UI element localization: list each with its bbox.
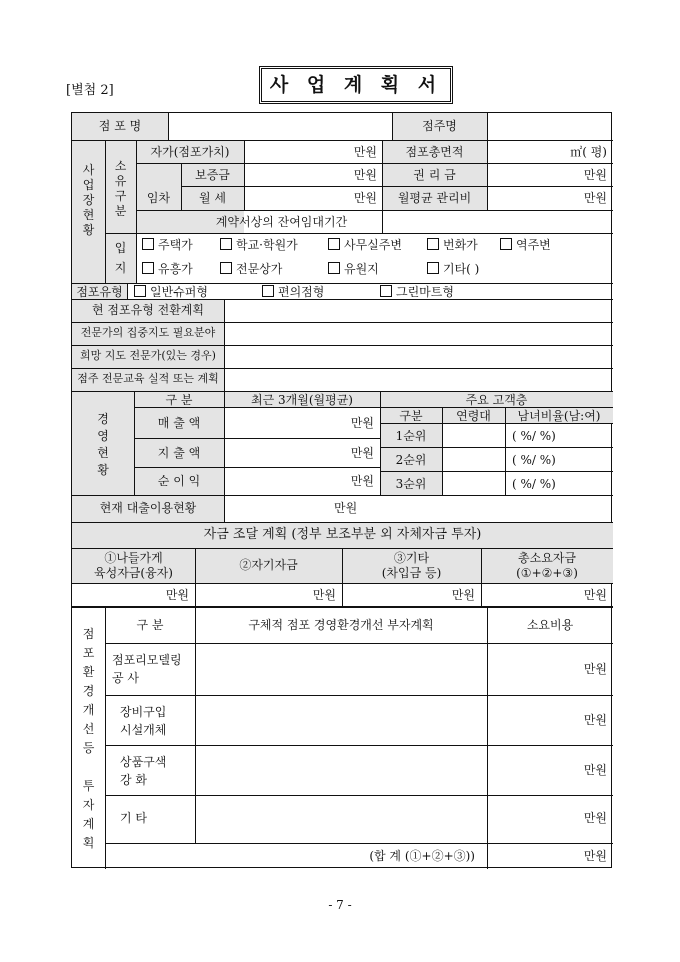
location-option-office[interactable]: 사무실주변 xyxy=(328,238,402,252)
premium-label: 권 리 금 xyxy=(413,168,456,182)
section-management-status: 경 영 현 황 xyxy=(97,412,109,477)
location-option-amusement[interactable]: 유원지 xyxy=(328,262,379,276)
net-profit-value[interactable]: 만원 xyxy=(350,474,374,488)
mgmt-fee-label: 월평균 관리비 xyxy=(397,191,472,205)
mgmt-category-header: 구 분 xyxy=(165,393,193,407)
funding-plan-title: 자금 조달 계획 (정부 보조부분 외 자체자금 투자) xyxy=(203,527,482,542)
invest-total-cost[interactable]: 만원 xyxy=(583,849,607,863)
monthly-rent-value[interactable]: 만원 xyxy=(353,191,377,205)
funding-col2-value[interactable]: 만원 xyxy=(312,588,336,602)
monthly-rent-label: 월 세 xyxy=(199,191,226,205)
owned-label: 자가(점포가치) xyxy=(150,145,230,159)
funding-col3-line1: ③기타 xyxy=(393,551,430,565)
rank-1-ratio[interactable]: ( %/ %) xyxy=(512,429,556,443)
invest-item-equipment-line1: 장비구입 xyxy=(120,705,167,719)
customer-gender-header: 남녀비율(남:여) xyxy=(517,409,601,423)
expenses-label: 지 출 액 xyxy=(157,446,201,460)
location-option-housing[interactable]: 주택가 xyxy=(142,238,193,252)
store-type-greenmart[interactable]: 그린마트형 xyxy=(380,285,454,299)
rank-2-label: 2순위 xyxy=(395,453,427,467)
rank-3-label: 3순위 xyxy=(395,477,427,491)
main-customers-header: 주요 고객층 xyxy=(465,393,528,407)
owned-value[interactable]: 만원 xyxy=(353,145,377,159)
conversion-plan-label: 현 점포유형 전환계획 xyxy=(92,303,204,317)
net-profit-label: 순 이 익 xyxy=(157,474,201,488)
deposit-value[interactable]: 만원 xyxy=(353,168,377,182)
invest-item-other-line1: 기 타 xyxy=(120,811,147,825)
customer-category-header: 구분 xyxy=(399,409,423,423)
store-type-supermarket[interactable]: 일반슈퍼형 xyxy=(134,285,208,299)
mgmt-fee-value[interactable]: 만원 xyxy=(583,191,607,205)
section-investment-plan: 점 포 환 경 개 선 등 투 자 계 획 xyxy=(82,627,95,850)
desired-expert-label: 희망 지도 전문가(있는 경우) xyxy=(80,349,216,362)
customer-age-header: 연령대 xyxy=(456,409,491,423)
loan-status-value[interactable]: 만원 xyxy=(334,501,358,515)
owner-name-label: 점주명 xyxy=(422,119,457,133)
owner-education-label: 점주 전문교육 실적 또는 계획 xyxy=(77,372,219,385)
loan-status-label: 현재 대출이용현황 xyxy=(99,501,197,515)
rank-1-label: 1순위 xyxy=(395,429,427,443)
funding-col4-line1: 총소요자금 xyxy=(518,551,576,565)
funding-col1-line1: ①나들가게 xyxy=(104,551,163,565)
location-option-school[interactable]: 학교·학원가 xyxy=(220,238,298,252)
invest-item-other-cost[interactable]: 만원 xyxy=(583,811,607,825)
mgmt-recent-header: 최근 3개월(월평균) xyxy=(251,393,353,407)
funding-col1-value[interactable]: 만원 xyxy=(165,588,189,602)
location-option-arcade[interactable]: 전문상가 xyxy=(220,262,282,276)
funding-col3-line2: (차입금 등) xyxy=(381,566,442,580)
invest-item-assortment-cost[interactable]: 만원 xyxy=(583,763,607,777)
attachment-label: [별첨 2] xyxy=(66,83,114,98)
funding-col3-value[interactable]: 만원 xyxy=(451,588,475,602)
invest-item-remodeling-line1: 점포리모델링 xyxy=(112,653,182,667)
location-option-downtown[interactable]: 번화가 xyxy=(427,238,478,252)
expenses-value[interactable]: 만원 xyxy=(350,446,374,460)
funding-col1-line2: 육성자금(융자) xyxy=(94,566,173,580)
ownership-type-label: 소 유 구 분 xyxy=(114,159,127,218)
invest-item-assortment-line1: 상품구색 xyxy=(120,755,167,769)
premium-value[interactable]: 만원 xyxy=(583,168,607,182)
invest-item-assortment-line2: 강 화 xyxy=(120,773,147,787)
sales-value[interactable]: 만원 xyxy=(350,416,374,430)
invest-item-equipment-cost[interactable]: 만원 xyxy=(583,713,607,727)
invest-category-header: 구 분 xyxy=(136,618,164,632)
location-label: 입 지 xyxy=(114,241,127,275)
total-area-label: 점포총면적 xyxy=(405,145,464,159)
rank-3-ratio[interactable]: ( %/ %) xyxy=(512,477,556,491)
invest-plan-header: 구체적 점포 경영환경개선 부자계획 xyxy=(248,618,434,632)
expert-fields-label: 전문가의 집중지도 필요분야 xyxy=(80,326,216,339)
store-type-convenience[interactable]: 편의점형 xyxy=(262,285,324,299)
lease-label: 임차 xyxy=(146,191,171,205)
funding-col4-value[interactable]: 만원 xyxy=(583,588,607,602)
document-title: 사 업 계 획 서 xyxy=(259,66,453,104)
invest-item-equipment-line2: 시설개체 xyxy=(120,723,167,737)
rank-2-ratio[interactable]: ( %/ %) xyxy=(512,453,556,467)
location-option-station[interactable]: 역주변 xyxy=(500,238,551,252)
location-option-entertainment[interactable]: 유흥가 xyxy=(142,262,193,276)
section-business-status: 사 업 장 현 황 xyxy=(82,163,95,237)
page-number: - 7 - xyxy=(328,898,352,912)
invest-cost-header: 소요비용 xyxy=(526,618,574,632)
location-option-other[interactable]: 기타( ) xyxy=(427,262,479,276)
sales-label: 매 출 액 xyxy=(157,416,201,430)
store-type-label: 점포유형 xyxy=(76,285,123,299)
remaining-lease-label: 계약서상의 잔여임대기간 xyxy=(215,215,348,229)
invest-item-remodeling-line2: 공 사 xyxy=(112,671,139,685)
deposit-label: 보증금 xyxy=(195,168,230,182)
business-plan-form xyxy=(71,112,612,868)
store-name-label: 점 포 명 xyxy=(98,119,142,133)
funding-col4-line2: (①+②+③) xyxy=(516,566,578,580)
funding-col2: ②자기자금 xyxy=(239,558,298,572)
invest-item-remodeling-cost[interactable]: 만원 xyxy=(583,662,607,676)
total-area-value[interactable]: ㎡( 평) xyxy=(570,145,607,159)
invest-total-label: (합 계 (①+②+③)) xyxy=(369,849,475,863)
